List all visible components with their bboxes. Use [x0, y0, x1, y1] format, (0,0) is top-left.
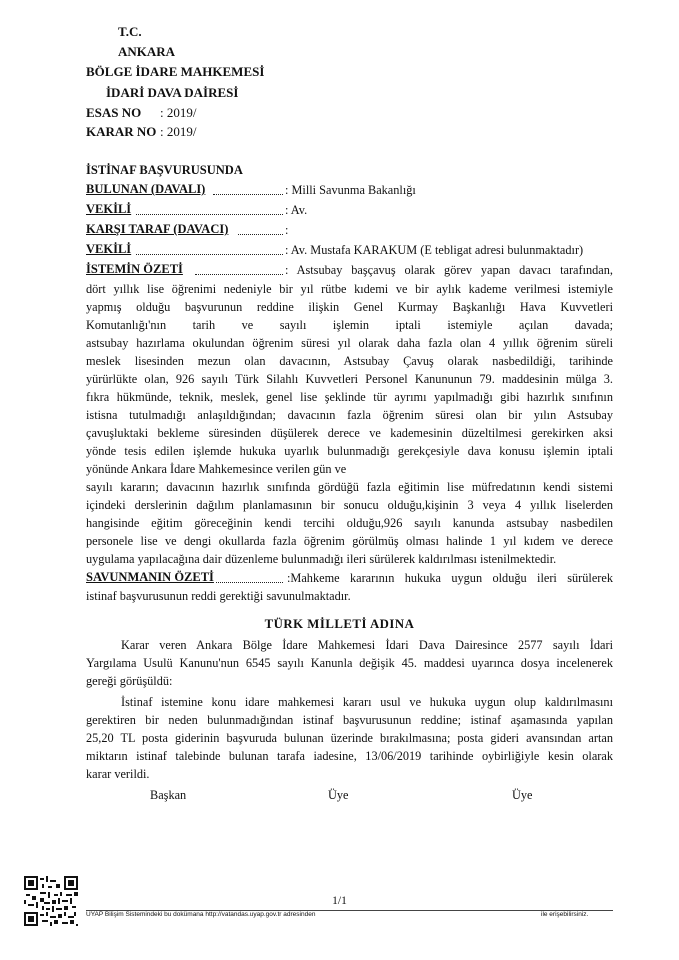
header-city: ANKARA: [118, 44, 176, 59]
claim-label: İSTEMİN ÖZETİ: [86, 262, 183, 276]
header-tc: T.C.: [118, 24, 142, 39]
claim-line: meslek lisesinden mezun olan davacının, Astsubay Çavuş olarak nasbedildiği, tarihinde: [86, 354, 613, 368]
signature-baskan: Başkan: [150, 788, 187, 802]
defense-line: :Mahkeme kararının hukuka uygun olduğu ileri sürülerek: [287, 571, 613, 585]
esas-label: ESAS NO: [86, 105, 142, 120]
claim-line: yapmış olduğu başvurunun reddine ilişkin Genel Kurmay Başkanlığı Hava Kuvvetleri: [86, 300, 613, 314]
decision-line: miktarın istinaf talebinde bulunan tarafa iadesine, 13/06/2019 tarihinde oybirliğiyle kesin olarak: [86, 749, 613, 763]
dotted-leader: [213, 194, 283, 195]
claim-line: Komutanlığı'nın tarih ve sayılı işlemin iptali istemiyle açılan davada;: [86, 318, 613, 332]
applicant-value: : Milli Savunma Bakanlığı: [285, 183, 416, 197]
claim-line: yönünde Ankara İdare Mahkemesince verilen gün ve: [86, 462, 347, 476]
signature-uye-1: Üye: [328, 788, 349, 802]
decision-line: 25,20 TL posta giderinin başvuruda bulunan üzerinde bırakılmasına; posta gideri avansından artan: [86, 731, 613, 745]
claim-line: fıkra hükmünde, teknik, meslek, genel lise şeklinde tür ayrımı yapılmadığı gibi hazırlık sınıfının: [86, 390, 613, 404]
uyap-note-end: ile erişebilirsiniz.: [541, 911, 589, 918]
dotted-leader: [136, 254, 283, 255]
decision-line: gereği görüşüldü:: [86, 674, 173, 688]
claim-line: sayılı kararın; davacının hazırlık sınıfında gördüğü fazla eğitimin lise müfredatının kendi sistemi: [86, 480, 613, 494]
claim-line: hangisinde eğitim göreceğinin kendi tercihi olduğu,926 sayılı kanunda astsubay nasbedilen: [86, 516, 613, 530]
defense-line: istinaf başvurusunun reddi gerektiği savunulmaktadır.: [86, 589, 351, 603]
claim-line: astsubay hazırlama okulundan öğrenim süresi yıl olarak daha fazla olan 4 yıllık öğrenim süreli: [86, 336, 613, 350]
header-court: BÖLGE İDARE MAHKEMESİ: [86, 64, 265, 79]
karar-value: : 2019/: [160, 124, 197, 139]
vekili2-label: VEKİLİ: [86, 242, 132, 256]
decision-line: karar verildi.: [86, 767, 150, 781]
decision-line: Karar veren Ankara Bölge İdare Mahkemesi İdari Dava Dairesince 2577 sayılı İdari: [121, 638, 613, 652]
claim-line: çavuşluktaki bekleme süresinden düşülerek derece ve kademesinin düzeltilmesi gerekirken aksi: [86, 426, 613, 440]
opposing-value: :: [285, 223, 289, 237]
header-chamber: İDARİ DAVA DAİRESİ: [106, 85, 239, 100]
decision-line: İstinaf istemine konu idare mahkemesi kararı usul ve hukuka uygun olup kaldırılmasını: [121, 695, 613, 709]
claim-line: dört yıllık lise öğrenimi nedeniyle bir yıl rütbe kıdemi ve bir aylık kademe verilmesi istemiyle: [86, 282, 613, 296]
applicant-label-2: BULUNAN (DAVALI): [86, 182, 206, 196]
claim-line: içindeki derslerinin dağılım planlamasının bir sonucu olduğu,kişinin 3 veya 4 yıllık liselerden: [86, 498, 613, 512]
decision-line: Yargılama Usulü Kanunu'nun 6545 sayılı Kanunla değişik 45. maddesi uyarınca dosya incelenerek: [86, 656, 613, 670]
decision-heading: TÜRK MİLLETİ ADINA: [264, 617, 415, 631]
dotted-leader: [216, 582, 283, 583]
signature-uye-2: Üye: [512, 788, 533, 802]
claim-line: uygulama yapılacağına dair düzenleme bulunmadığı ileri sürülerek kaldırılması istenilmektedir.: [86, 552, 557, 566]
vekili1-value: : Av.: [285, 203, 308, 217]
opposing-label: KARŞI TARAF (DAVACI): [86, 222, 229, 236]
uyap-note: UYAP Bilişim Sistemindeki bu dokümana http://vatandas.uyap.gov.tr adresinden: [86, 911, 316, 918]
dotted-leader: [238, 234, 283, 235]
claim-line: yönde tesis edilen işlemde hukuka uyarlık bulunmadığı gerekçesiyle dava konusu işlemin iptali: [86, 444, 613, 458]
claim-line: personele lise ve dengi okullarda fazla öğrenim görülmüş olması halinde 1 yıl kıdem ve derece: [86, 534, 613, 548]
vekili1-label: VEKİLİ: [86, 202, 132, 216]
claim-line: yürürlükte olan, 926 sayılı Türk Silahlı Kuvvetleri Personel Kanununun 79. maddesinin mülga 3.: [86, 372, 613, 386]
page-number: 1/1: [332, 895, 347, 907]
dotted-leader: [195, 274, 283, 275]
vekili2-value: : Av. Mustafa KARAKUM (E tebligat adresi bulunmaktadır): [285, 243, 584, 257]
dotted-leader: [136, 214, 283, 215]
esas-value: : 2019/: [160, 105, 197, 120]
decision-line: gerektiren bir neden bulunmadığından istinaf başvurusunun reddine; istinaf aşamasında yapılan: [86, 713, 613, 727]
claim-line: istisna tutulmadığı anlaşıldığından; davacının fazla öğrenim süresi olan bir yılın Astsubay: [86, 408, 613, 422]
applicant-label-1: İSTİNAF BAŞVURUSUNDA: [86, 163, 243, 177]
karar-label: KARAR NO: [86, 124, 157, 139]
defense-label: SAVUNMANIN ÖZETİ: [86, 570, 214, 584]
claim-line: : Astsubay başçavuş olarak görev yapan davacı tarafından,: [285, 263, 613, 277]
